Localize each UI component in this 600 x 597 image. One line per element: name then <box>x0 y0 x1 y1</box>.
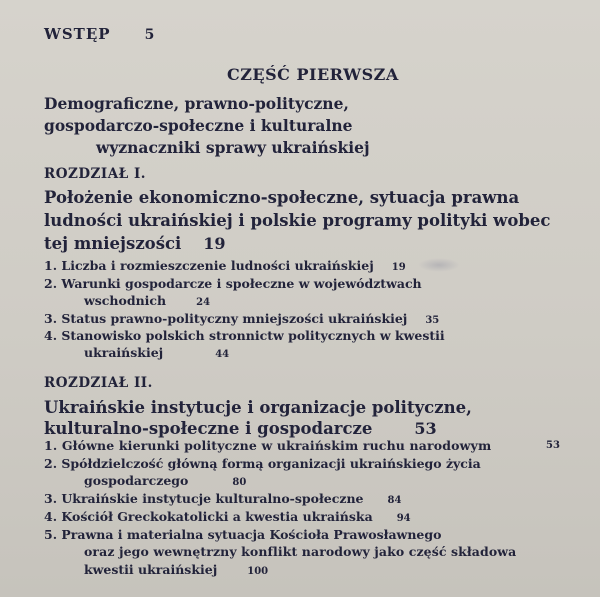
chapter-2-item-2 <box>44 456 481 471</box>
chapter-2-item-5-cont <box>84 544 516 559</box>
part-subtitle-line: wyznaczniki sprawy ukraińskiej <box>96 138 370 157</box>
chapter-2-item-4 <box>44 509 411 524</box>
intro-label: WSTĘP <box>44 25 111 43</box>
chapter-1-item-3 <box>44 311 439 326</box>
chapter-1-title-text: tej mniejszości <box>44 234 182 253</box>
paper-smudge <box>418 258 460 272</box>
intro-entry <box>44 25 155 43</box>
part-subtitle-line: Demograficzne, prawno-polityczne, <box>44 94 349 113</box>
chapter-1-title-line-last <box>44 234 226 253</box>
chapter-1-item-4 <box>44 328 445 343</box>
chapter-2-item-1 <box>44 438 491 453</box>
toc-item-text: 3. Ukraińskie instytucje kulturalno-społeczne <box>44 491 364 506</box>
toc-item-text: 4. Stanowisko polskich stronnictw politycznych w kwestii <box>44 328 445 343</box>
toc-item-text: 2. Warunki gospodarcze i społeczne w województwach <box>44 276 422 291</box>
toc-item-text: 5. Prawna i materialna sytuacja Kościoła Prawosławnego <box>44 527 442 542</box>
toc-item-text: ukraińskiej <box>84 345 164 360</box>
toc-item-text: 4. Kościół Greckokatolicki a kwestia ukraińska <box>44 509 373 524</box>
chapter-1-item-2-cont <box>84 293 210 308</box>
toc-item-page: 84 <box>387 495 402 506</box>
chapter-1-page-number: 19 <box>203 234 226 253</box>
toc-item-page: 24 <box>196 297 211 308</box>
intro-page-number: 5 <box>144 27 156 43</box>
toc-item-text: wschodnich <box>84 293 167 308</box>
chapter-2-page-number: 53 <box>414 419 437 438</box>
chapter-2-title-text: kulturalno-społeczne i gospodarcze <box>44 419 373 438</box>
chapter-1-title-line: ludności ukraińskiej i polskie programy polityki wobec <box>44 211 551 230</box>
toc-item-page: 94 <box>396 513 411 524</box>
chapter-2-label: ROZDZIAŁ II. <box>44 375 153 391</box>
toc-item-text: 3. Status prawno-polityczny mniejszości ukraińskiej <box>44 311 408 326</box>
chapter-2-item-5-cont2 <box>84 562 268 577</box>
toc-item-page: 19 <box>391 262 406 273</box>
part-subtitle-line: gospodarczo-społeczne i kulturalne <box>44 116 353 135</box>
toc-item-text: 1. Główne kierunki polityczne w ukraińskim ruchu narodowym <box>44 438 492 453</box>
chapter-2-title-line: Ukraińskie instytucje i organizacje polityczne, <box>44 398 472 417</box>
chapter-2-title-line-last <box>44 419 437 438</box>
toc-item-text: oraz jego wewnętrzny konflikt narodowy jako część składowa <box>84 544 517 559</box>
chapter-1-item-1 <box>44 258 406 273</box>
chapter-1-item-2 <box>44 276 422 291</box>
toc-item-page: 100 <box>247 566 269 577</box>
chapter-2-item-5 <box>44 527 441 542</box>
toc-item-page: 53 <box>546 440 560 451</box>
toc-item-text: 1. Liczba i rozmieszczenie ludności ukraińskiej <box>44 258 374 273</box>
chapter-2-item-2-cont <box>84 473 246 488</box>
chapter-1-title-line: Położenie ekonomiczno-społeczne, sytuacja prawna <box>44 188 520 207</box>
toc-item-page: 35 <box>425 315 440 326</box>
toc-item-text: 2. Spółdzielczość główną formą organizacji ukraińskiego życia <box>44 456 481 471</box>
toc-item-page: 80 <box>232 477 247 488</box>
toc-item-text: kwestii ukraińskiej <box>84 562 218 577</box>
toc-item-page: 44 <box>215 349 230 360</box>
chapter-1-label: ROZDZIAŁ I. <box>44 166 146 182</box>
toc-item-text: gospodarczego <box>84 473 189 488</box>
chapter-2-item-3 <box>44 491 401 506</box>
chapter-1-item-4-cont <box>84 345 229 360</box>
part-title: CZĘŚĆ PIERWSZA <box>227 65 399 84</box>
